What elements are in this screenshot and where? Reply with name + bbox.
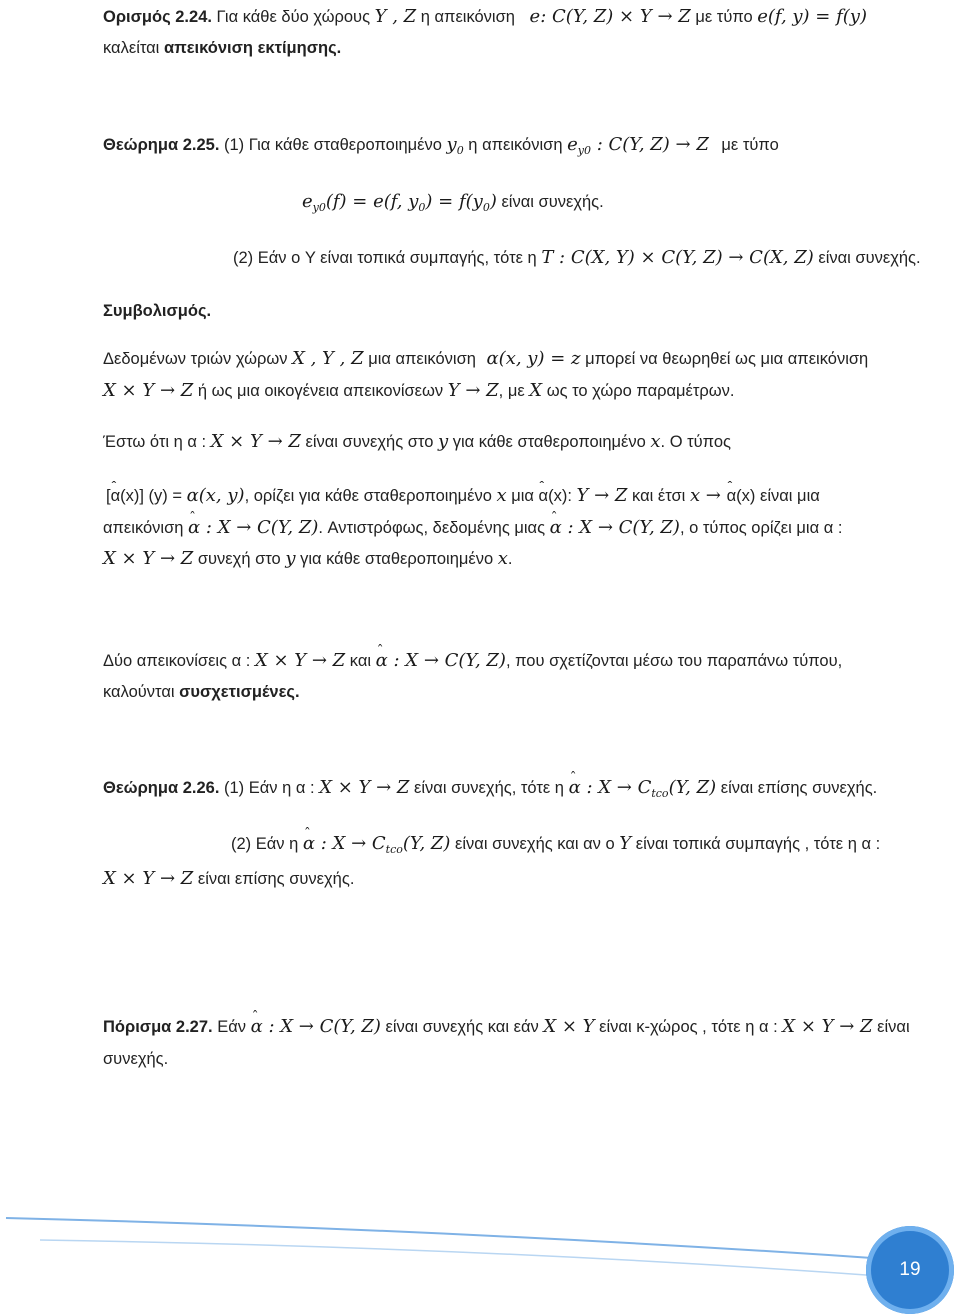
text: [	[106, 487, 111, 505]
text: για κάθε σταθεροποιημένο	[448, 433, 651, 451]
alpha-hat: ˆ α	[550, 517, 562, 539]
math: e: C(Y, Z) × Y → Z	[529, 6, 691, 27]
math: X × Y → Z	[319, 777, 410, 798]
thm-label: Θεώρημα 2.26.	[103, 779, 220, 797]
text: είναι επίσης συνεχής.	[716, 779, 878, 797]
math: : X → C(Y, Z)	[387, 650, 506, 671]
math-sub: y0	[577, 144, 591, 157]
alpha-hat: ˆ α	[303, 833, 315, 855]
math: T : C(X, Y) × C(Y, Z) → C(X, Z)	[541, 247, 814, 268]
math-sub: 0	[456, 144, 464, 157]
math: x	[496, 485, 507, 506]
math-sub: tco	[651, 787, 669, 800]
math: x	[497, 548, 508, 569]
math-sub: 0	[482, 201, 490, 214]
text: είναι κ-χώρος , τότε η α :	[594, 1018, 783, 1036]
text: συνεχή στο	[193, 550, 286, 568]
alpha-hat: ˆ α	[111, 485, 121, 507]
alpha-hat: ˆ α	[376, 650, 388, 672]
cor-label: Πόρισμα 2.27.	[103, 1018, 213, 1036]
math: x	[650, 431, 661, 452]
math: : X → C(Y, Z)	[262, 1016, 381, 1037]
text: . Ο τύπος	[660, 433, 731, 451]
math: y	[437, 431, 449, 452]
text: για κάθε σταθεροποιημένο	[295, 550, 498, 568]
text: Εάν	[212, 1018, 251, 1036]
def-term: απεικόνιση εκτίμησης.	[163, 39, 342, 57]
page-number-badge	[866, 1226, 954, 1314]
math: : X → C(Y, Z)	[561, 517, 680, 538]
math: e	[567, 134, 578, 155]
math: : C(Y, Z) → Z	[590, 134, 709, 155]
text: Για κάθε δύο χώρους	[211, 8, 375, 26]
def-label: Ορισμός 2.24.	[103, 8, 212, 26]
text: , ορίζει για κάθε σταθεροποιημένο	[244, 487, 497, 505]
text: (2) Εάν η	[231, 835, 303, 853]
math-sub: 0	[418, 201, 426, 214]
math: x →	[689, 485, 727, 506]
text: (1) Για κάθε σταθεροποιημένο	[219, 136, 447, 154]
text: μια απεικόνιση	[363, 350, 481, 368]
text: , που σχετίζονται μέσω του παραπάνω τύπου,	[505, 652, 843, 670]
alpha-hat: ˆ α	[251, 1016, 263, 1038]
text: Δεδομένων τριών χώρων	[103, 350, 293, 368]
cor-2-27-line2: συνεχής.	[103, 1050, 169, 1068]
text: , ο τύπος ορίζει μια α :	[679, 519, 843, 537]
math: : X → C(Y, Z)	[200, 517, 319, 538]
text: είναι συνεχής και αν ο	[450, 835, 620, 853]
text: είναι	[872, 1018, 910, 1036]
text: απεικόνιση	[103, 519, 189, 537]
math: X × Y → Z	[254, 650, 346, 671]
math: α(x, y) = z	[486, 348, 581, 369]
text: ως το χώρο παραμέτρων.	[542, 382, 735, 400]
text: είναι συνεχής.	[496, 193, 604, 211]
text: η απεικόνιση	[463, 136, 568, 154]
alpha-hat: ˆ α	[539, 485, 549, 507]
text: μπορεί να θεωρηθεί ως μια απεικόνιση	[580, 350, 869, 368]
math: X × Y → Z	[103, 380, 194, 401]
text: είναι συνεχής.	[813, 249, 921, 267]
text: μια	[506, 487, 539, 505]
math: y	[285, 548, 296, 569]
text: (x) είναι μια	[736, 487, 820, 505]
footer-curve-line-light	[40, 1240, 880, 1276]
text: είναι συνεχής, τότε η	[409, 779, 569, 797]
math: X	[529, 380, 543, 401]
thm-label: Θεώρημα 2.25.	[103, 136, 220, 154]
notation-label: Συμβολισμός.	[103, 302, 212, 320]
corr-term: συσχετισμένες.	[179, 683, 300, 701]
math: e	[302, 191, 313, 212]
text: (2) Εάν ο Y είναι τοπικά συμπαγής, τότε η	[233, 249, 542, 267]
math-sub: tco	[385, 843, 403, 856]
alpha-hat: ˆ α	[727, 485, 737, 507]
text: (x)] (y) =	[120, 487, 187, 505]
text: . Αντιστρόφως, δεδομένης μιας	[318, 519, 550, 537]
alpha-hat: ˆ α	[569, 777, 581, 799]
text: καλείται	[103, 39, 164, 57]
math: Y → Z	[576, 485, 628, 506]
alpha-hat: ˆ α	[188, 517, 200, 539]
math: : X → C	[315, 833, 386, 854]
math: X × Y → Z	[210, 431, 301, 452]
text: και	[345, 652, 376, 670]
text: είναι επίσης συνεχής.	[193, 870, 355, 888]
text: και έτσι	[627, 487, 690, 505]
text: .	[507, 550, 513, 568]
math: e(f, y) = f(y)	[757, 6, 867, 27]
text: Έστω ότι η α :	[103, 433, 211, 451]
math: (Y, Z)	[668, 777, 717, 798]
footer-curve-line	[6, 1218, 930, 1262]
math: ) = f(y	[425, 191, 483, 212]
math: X × Y → Z	[782, 1016, 873, 1037]
math: (Y, Z)	[402, 833, 451, 854]
text: , με	[498, 382, 530, 400]
math: X × Y → Z	[103, 548, 194, 569]
page-number: 19	[899, 1259, 921, 1280]
math: α(x, y)	[186, 485, 245, 506]
math: : X → C	[580, 777, 652, 798]
text: (1) Εάν η α :	[219, 779, 320, 797]
text: είναι συνεχής και εάν	[380, 1018, 544, 1036]
math: X × Y → Z	[103, 868, 194, 889]
math: Y	[619, 833, 632, 854]
text: με τύπο	[690, 8, 758, 26]
text: (x):	[548, 487, 577, 505]
text: με τύπο	[716, 136, 779, 154]
math: (f) = e(f, y	[325, 191, 419, 212]
math: y	[446, 134, 457, 155]
math: X × Y	[543, 1016, 595, 1037]
text: η απεικόνιση	[416, 8, 520, 26]
text: καλούνται	[103, 683, 180, 701]
math: Y → Z	[447, 380, 499, 401]
math: )	[489, 191, 497, 212]
text: είναι συνεχής στο	[300, 433, 438, 451]
text: ή ως μια οικογένεια απεικονίσεων	[193, 382, 448, 400]
math: X , Y , Z	[292, 348, 364, 369]
math: Y , Z	[374, 6, 417, 27]
math-sub: y0	[312, 201, 326, 214]
text: είναι τοπικά συμπαγής , τότε η α :	[631, 835, 881, 853]
text: Δύο απεικονίσεις α :	[103, 652, 255, 670]
